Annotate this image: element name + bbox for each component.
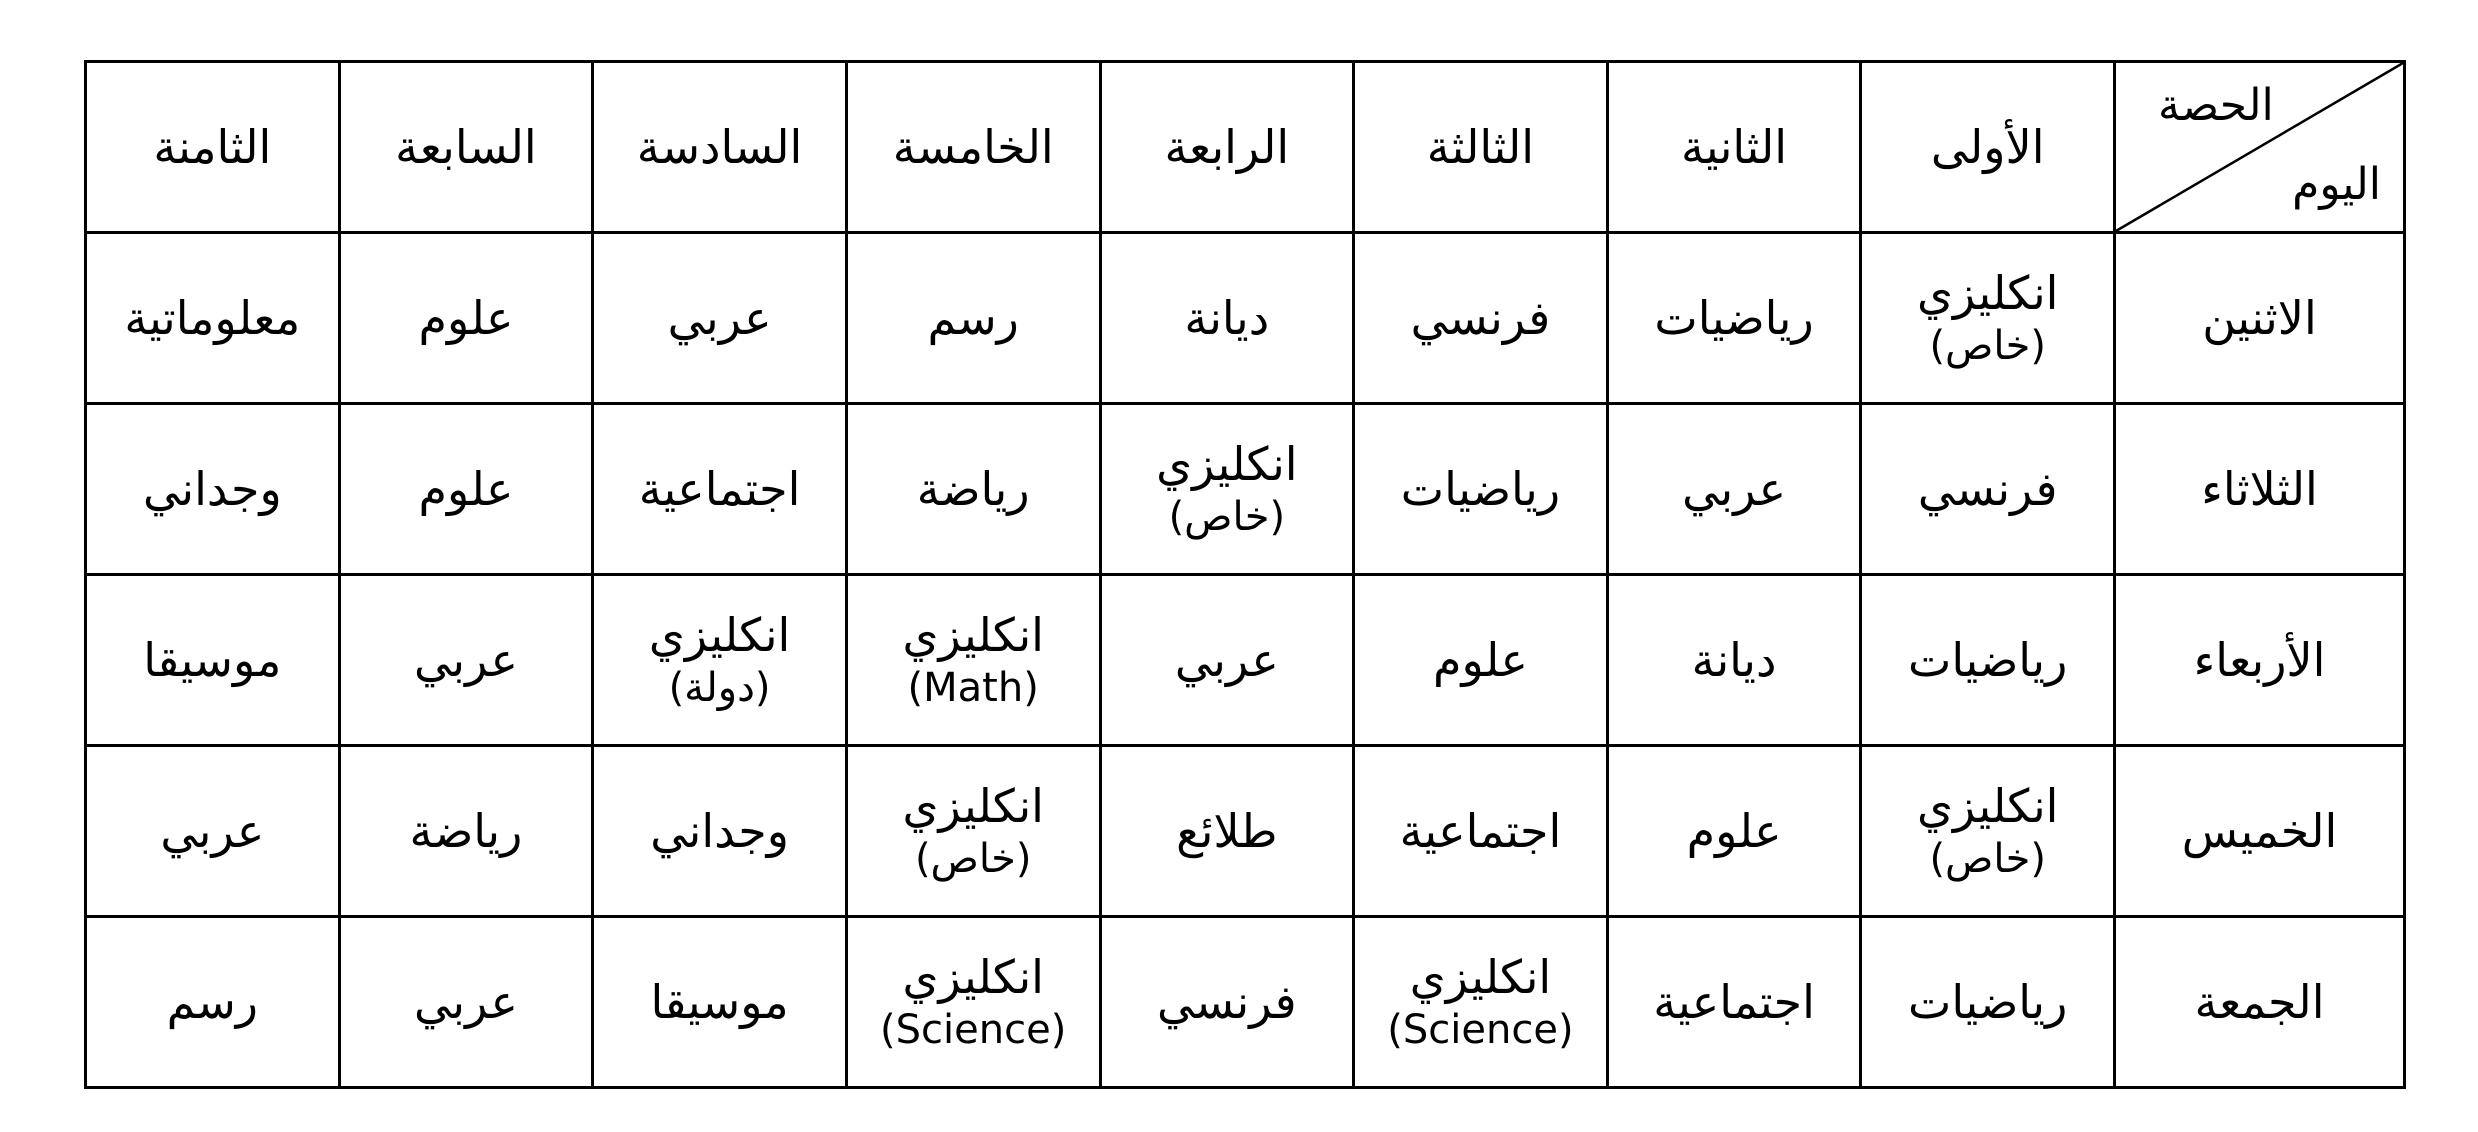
subject-name: رياضيات (1908, 632, 2068, 687)
subject-cell (593, 233, 847, 404)
subject-name: انكليزي (902, 607, 1044, 662)
subject-name: انكليزي (902, 778, 1044, 833)
period-header: السادسة (593, 62, 847, 233)
period-header: الأولى (1861, 62, 2115, 233)
subject-cell (593, 746, 847, 917)
subject-cell (1607, 746, 1861, 917)
subject-cell (1607, 575, 1861, 746)
subject-note: (Science) (1387, 1007, 1574, 1054)
subject-cell (1354, 404, 1608, 575)
subject-cell (846, 404, 1100, 575)
subject-name: رياضيات (1908, 974, 2068, 1029)
subject-cell (1861, 575, 2115, 746)
day-name-cell (2115, 917, 2405, 1088)
subject-cell (339, 404, 593, 575)
subject-name: فرنسي (1157, 974, 1297, 1029)
subject-name: عربي (413, 974, 518, 1029)
subject-name: انكليزي (648, 607, 791, 662)
day-row (86, 746, 2405, 917)
subject-cell (846, 917, 1100, 1088)
subject-name: انكليزي (1916, 778, 2059, 833)
subject-cell (593, 404, 847, 575)
subject-cell (1354, 746, 1608, 917)
day-name: الأربعاء (2193, 632, 2326, 687)
subject-cell (1607, 917, 1861, 1088)
subject-cell (1861, 917, 2115, 1088)
day-row (86, 233, 2405, 404)
subject-cell (1861, 746, 2115, 917)
subject-name: ديانة (1184, 290, 1270, 345)
subject-cell (846, 575, 1100, 746)
subject-name: انكليزي (1409, 949, 1552, 1004)
subject-cell (1354, 575, 1608, 746)
subject-cell (339, 746, 593, 917)
period-header: الثالثة (1354, 62, 1608, 233)
subject-cell (846, 746, 1100, 917)
period-header: الخامسة (846, 62, 1100, 233)
subject-cell (1354, 917, 1608, 1088)
subject-name: وجداني (142, 461, 282, 516)
schedule-sheet (84, 60, 2406, 1076)
day-name: الجمعة (2194, 974, 2325, 1029)
subject-name: معلوماتية (124, 290, 301, 345)
subject-cell (1100, 746, 1354, 917)
subject-cell (1607, 404, 1861, 575)
subject-name: رياضة (409, 803, 523, 858)
subject-cell (86, 404, 340, 575)
subject-name: وجداني (650, 803, 789, 858)
subject-name: طلائع (1176, 803, 1278, 858)
subject-name: علوم (1686, 803, 1782, 858)
subject-name: علوم (418, 461, 514, 516)
period-header: السابعة (339, 62, 593, 233)
subject-name: ديانة (1691, 632, 1777, 687)
corner-day-label: اليوم (2292, 159, 2381, 211)
subject-cell (339, 233, 593, 404)
subject-name: فرنسي (1917, 461, 2058, 516)
subject-name: عربي (1682, 461, 1787, 516)
subject-name: رياضيات (1654, 290, 1814, 345)
subject-name: عربي (413, 632, 518, 687)
subject-note: (خاص) (1168, 494, 1286, 541)
subject-cell (1354, 233, 1608, 404)
subject-cell (86, 233, 340, 404)
day-row (86, 575, 2405, 746)
subject-name: موسيقا (650, 974, 789, 1029)
subject-cell (86, 746, 340, 917)
subject-note: (خاص) (1929, 836, 2046, 883)
subject-name: رياضيات (1400, 461, 1561, 516)
day-name: الاثنين (2202, 290, 2317, 345)
period-header: الثامنة (86, 62, 340, 233)
subject-name: عربي (667, 290, 772, 345)
header-row (86, 62, 2405, 233)
subject-name: انكليزي (902, 949, 1044, 1004)
day-name-cell (2115, 233, 2405, 404)
subject-name: رياضة (916, 461, 1030, 516)
subject-cell (339, 575, 593, 746)
weekly-schedule-table (84, 60, 2406, 1089)
subject-cell (1100, 233, 1354, 404)
subject-name: انكليزي (1156, 436, 1298, 491)
period-header: الرابعة (1100, 62, 1354, 233)
subject-name: فرنسي (1410, 290, 1551, 345)
subject-name: عربي (160, 803, 265, 858)
day-row (86, 404, 2405, 575)
subject-note: (خاص) (914, 836, 1032, 883)
subject-cell (1607, 233, 1861, 404)
subject-note: (Math) (907, 665, 1039, 712)
subject-name: علوم (1432, 632, 1528, 687)
subject-cell (1861, 233, 2115, 404)
day-name-cell (2115, 404, 2405, 575)
subject-name: اجتماعية (638, 461, 801, 516)
subject-cell (593, 575, 847, 746)
subject-name: رسم (166, 974, 258, 1029)
subject-cell (86, 575, 340, 746)
subject-cell (593, 917, 847, 1088)
subject-name: موسيقا (143, 632, 282, 687)
subject-note: (خاص) (1929, 323, 2046, 370)
day-name: الخميس (2181, 803, 2338, 858)
subject-note: (دولة) (668, 665, 771, 712)
day-name-cell (2115, 746, 2405, 917)
subject-name: رسم (927, 290, 1019, 345)
subject-name: انكليزي (1916, 265, 2059, 320)
day-name-cell (2115, 575, 2405, 746)
subject-cell (1861, 404, 2115, 575)
corner-period-label: الحصة (2158, 80, 2274, 131)
subject-name: عربي (1174, 632, 1279, 687)
subject-cell (339, 917, 593, 1088)
day-row (86, 917, 2405, 1088)
corner-cell (2115, 62, 2405, 233)
subject-cell (1100, 917, 1354, 1088)
subject-cell (86, 917, 340, 1088)
day-name: الثلاثاء (2201, 461, 2318, 516)
subject-name: اجتماعية (1653, 974, 1815, 1029)
period-header: الثانية (1607, 62, 1861, 233)
subject-name: علوم (418, 290, 514, 345)
subject-cell (846, 233, 1100, 404)
subject-cell (1100, 404, 1354, 575)
subject-cell (1100, 575, 1354, 746)
subject-name: اجتماعية (1399, 803, 1562, 858)
subject-note: (Science) (880, 1007, 1067, 1054)
